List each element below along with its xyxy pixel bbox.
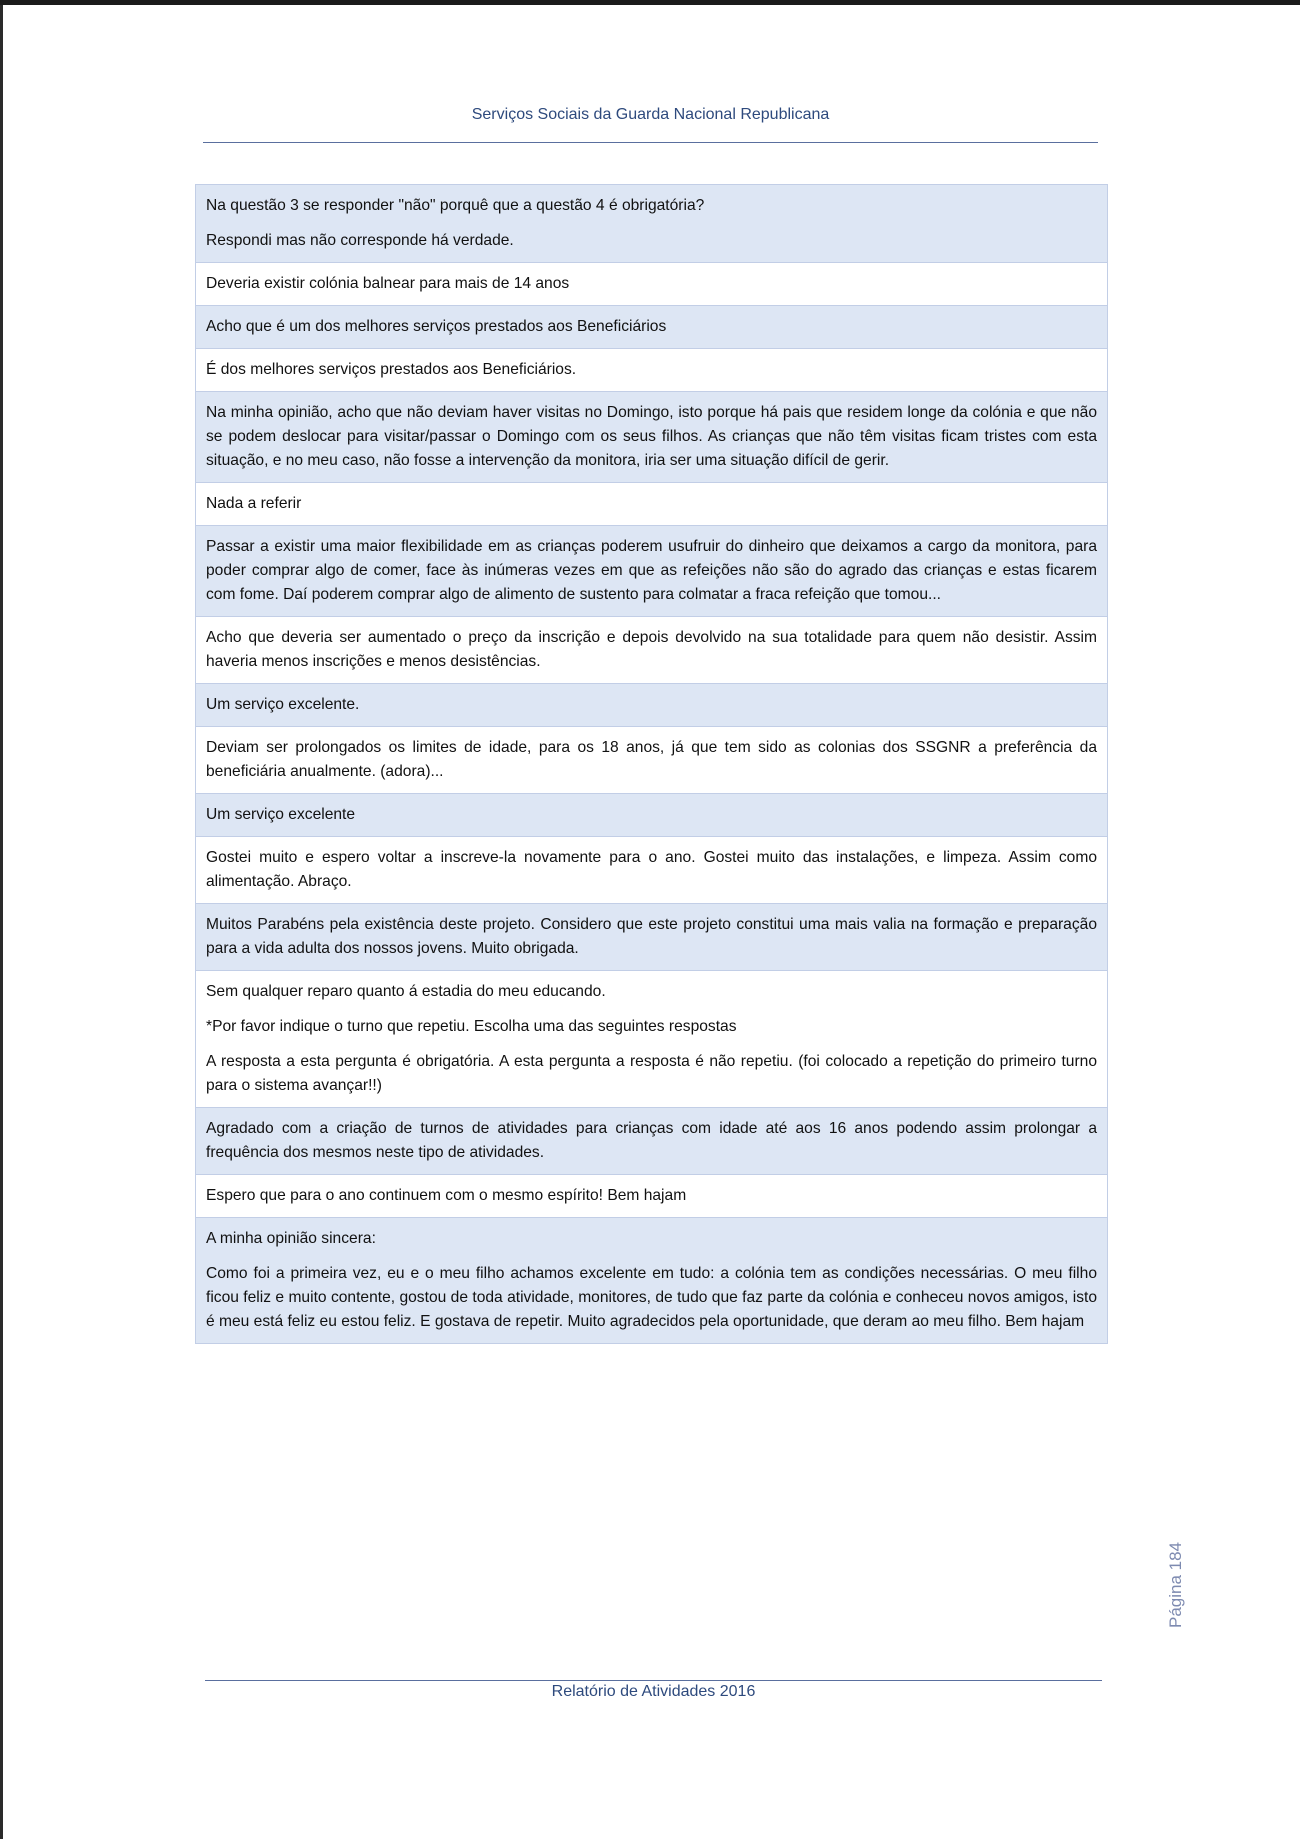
page-number-label	[1136, 1510, 1216, 1660]
comment-text: A minha opinião sincera:	[206, 1230, 376, 1247]
page-footer: Relatório de Atividades 2016	[551, 1683, 756, 1700]
comment-row	[196, 971, 1107, 1108]
comment-text: Agradado com a criação de turnos de atividades para crianças com idade até aos 16 anos podendo assim prolongar a frequência dos mesmos neste tipo de atividades.	[206, 1120, 1097, 1161]
comment-row	[196, 617, 1107, 684]
comment-row	[196, 392, 1107, 483]
comment-text: Gostei muito e espero voltar a inscreve-la novamente para o ano. Gostei muito das instalações, e limpeza. Assim como alimentação. Abraço.	[206, 849, 1097, 890]
footer-divider	[205, 1680, 1102, 1681]
comment-row	[196, 526, 1107, 617]
scan-edge-top	[0, 0, 1300, 5]
comment-text: Espero que para o ano continuem com o mesmo espírito! Bem hajam	[206, 1187, 687, 1204]
page-number-text: Página 184	[1166, 1541, 1185, 1629]
comment-row	[196, 306, 1107, 349]
comment-text: Acho que deveria ser aumentado o preço da inscrição e depois devolvido na sua totalidade para quem não desistir. Assim haveria menos inscrições e menos desistências.	[206, 629, 1097, 670]
comment-text: Sem qualquer reparo quanto á estadia do meu educando.	[206, 983, 606, 1000]
comment-text: Nada a referir	[206, 495, 302, 512]
comment-row	[196, 263, 1107, 306]
comment-row	[196, 1175, 1107, 1218]
comment-text: Como foi a primeira vez, eu e o meu filho achamos excelente em tudo: a colónia tem as condições necessárias. O meu filho ficou feliz e muito contente, gostou de toda atividade, monitores, de tudo que faz parte da colónia e conheceu novos amigos, isto é meu está feliz eu estou feliz. E gostava de repetir. Muito agradecidos pela oportunidade, que deram ao meu filho. Bem hajam	[206, 1265, 1097, 1330]
comment-text: Deveria existir colónia balnear para mais de 14 anos	[206, 275, 570, 292]
comment-text: Deviam ser prolongados os limites de idade, para os 18 anos, já que tem sido as colonias dos SSGNR a preferência da beneficiária anualmente. (adora)...	[206, 739, 1097, 780]
comment-row	[196, 349, 1107, 392]
comment-row	[196, 904, 1107, 971]
comment-text: A resposta a esta pergunta é obrigatória. A esta pergunta a resposta é não repetiu. (foi colocado a repetição do primeiro turno para o sistema avançar!!)	[206, 1053, 1097, 1094]
header-divider	[203, 142, 1098, 143]
comment-row	[196, 1108, 1107, 1175]
comment-row	[196, 1218, 1107, 1343]
comment-text: Na questão 3 se responder "não" porquê que a questão 4 é obrigatória?	[206, 197, 705, 214]
comment-text: Na minha opinião, acho que não deviam haver visitas no Domingo, isto porque há pais que residem longe da colónia e que não se podem deslocar para visitar/passar o Domingo com os seus filhos. As crianças que não têm visitas ficam tristes com esta situação, e no meu caso, não fosse a intervenção da monitora, iria ser uma situação difícil de gerir.	[206, 404, 1097, 469]
comment-text: Um serviço excelente.	[206, 696, 360, 713]
comment-text: *Por favor indique o turno que repetiu. Escolha uma das seguintes respostas	[206, 1018, 737, 1035]
comment-row	[196, 837, 1107, 904]
comment-row	[196, 185, 1107, 263]
comment-text: Respondi mas não corresponde há verdade.	[206, 232, 514, 249]
comment-row	[196, 794, 1107, 837]
comment-text: Muitos Parabéns pela existência deste projeto. Considero que este projeto constitui uma mais valia na formação e preparação para a vida adulta dos nossos jovens. Muito obrigada.	[206, 916, 1097, 957]
comment-text: Um serviço excelente	[206, 806, 356, 823]
comment-row	[196, 684, 1107, 727]
comment-row	[196, 727, 1107, 794]
scan-edge-left	[0, 5, 3, 1839]
comment-text: Acho que é um dos melhores serviços prestados aos Beneficiários	[206, 318, 667, 335]
comment-text: É dos melhores serviços prestados aos Beneficiários.	[206, 361, 577, 378]
comment-text: Passar a existir uma maior flexibilidade em as crianças poderem usufruir do dinheiro que deixamos a cargo da monitora, para poder comprar algo de comer, face às inúmeras vezes em que as refeições não são do agrado das crianças e estas ficarem com fome. Daí poderem comprar algo de alimento de sustento para colmatar a fraca refeição que tomou...	[206, 538, 1097, 603]
page-header: Serviços Sociais da Guarda Nacional Republicana	[471, 106, 830, 123]
comments-table	[195, 184, 1108, 1344]
comment-row	[196, 483, 1107, 526]
